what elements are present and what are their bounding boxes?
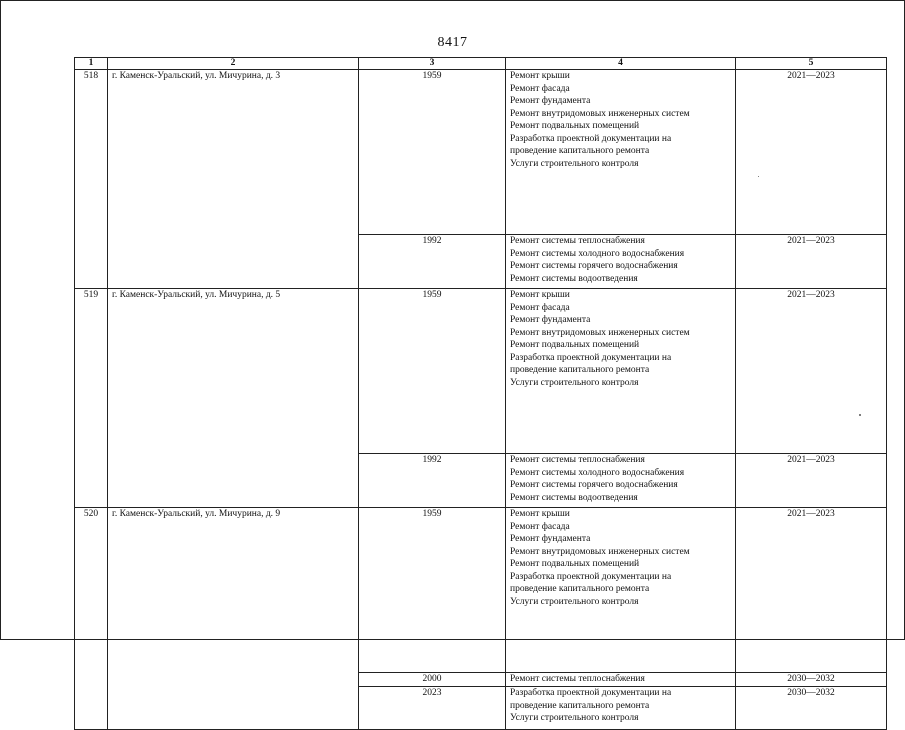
entry-number: 518 (75, 70, 108, 289)
work-item: Ремонт фундамента (510, 96, 591, 106)
capital-repair-table (74, 57, 887, 730)
work-item: Ремонт внутридомовых инженерных систем (510, 327, 690, 338)
work-item: Ремонт внутридомовых инженерных систем (510, 108, 690, 119)
work-item: Услуги строительного контроля (510, 596, 639, 607)
column-header-4: 4 (506, 58, 736, 70)
work-item: Ремонт подвальных помещений (510, 559, 640, 569)
work-item: Ремонт системы горячего водоснабжения (510, 261, 678, 271)
work-item: Разработка проектной документации на (510, 688, 672, 698)
work-item: Ремонт системы водоотведения (510, 273, 638, 284)
work-item: Ремонт системы теплоснабжения (510, 674, 645, 684)
column-header-1: 1 (75, 58, 108, 70)
works-list (506, 235, 736, 289)
work-item: Разработка проектной документации на (510, 352, 672, 363)
work-item: Ремонт системы водоотведения (510, 492, 638, 503)
works-list (506, 70, 736, 235)
column-header-5: 5 (736, 58, 887, 70)
work-item: Разработка проектной документации на (510, 133, 672, 144)
work-item: Ремонт подвальных помещений (510, 121, 640, 131)
entry-address: г. Каменск-Уральский, ул. Мичурина, д. 3 (108, 70, 359, 289)
entry-number: 519 (75, 289, 108, 508)
work-item: Ремонт системы холодного водоснабжения (510, 248, 685, 259)
column-header-3: 3 (359, 58, 506, 70)
repair-period: 2021—2023 (736, 289, 887, 454)
build-year: 2023 (359, 687, 506, 730)
work-item: Разработка проектной документации на (510, 571, 672, 582)
work-item: Ремонт системы горячего водоснабжения (510, 480, 678, 490)
header-row (75, 58, 887, 70)
scan-dot (859, 414, 861, 416)
entry-address: г. Каменск-Уральский, ул. Мичурина, д. 5 (108, 289, 359, 508)
works-list (506, 289, 736, 454)
table-row (75, 508, 887, 673)
work-item: Услуги строительного контроля (510, 713, 639, 723)
repair-period: 2021—2023 (736, 235, 887, 289)
build-year: 1992 (359, 235, 506, 289)
page-number: 8417 (437, 35, 468, 50)
work-item: Ремонт системы холодного водоснабжения (510, 467, 685, 478)
repair-period: 2030—2032 (736, 673, 887, 687)
works-list (506, 508, 736, 673)
scan-dot (758, 176, 759, 177)
work-item: Ремонт внутридомовых инженерных систем (510, 546, 690, 557)
works-list (506, 673, 736, 687)
work-item: Ремонт крыши (510, 290, 570, 300)
build-year: 2000 (359, 673, 506, 687)
repair-period: 2021—2023 (736, 454, 887, 508)
work-item: Ремонт системы теплоснабжения (510, 236, 645, 246)
work-item: Ремонт крыши (510, 509, 570, 519)
work-item: Ремонт подвальных помещений (510, 340, 640, 350)
work-item: Ремонт фасада (510, 83, 570, 94)
entry-number: 520 (75, 508, 108, 730)
work-item: проведение капитального ремонта (510, 700, 650, 711)
work-item: Ремонт системы теплоснабжения (510, 455, 645, 465)
work-item: Ремонт фасада (510, 302, 570, 313)
table-row (75, 70, 887, 235)
build-year: 1959 (359, 508, 506, 673)
table-row (75, 289, 887, 454)
works-list (506, 687, 736, 730)
build-year: 1992 (359, 454, 506, 508)
repair-period: 2030—2032 (736, 687, 887, 730)
build-year: 1959 (359, 289, 506, 454)
work-item: Ремонт фундамента (510, 534, 591, 544)
entry-address: г. Каменск-Уральский, ул. Мичурина, д. 9 (108, 508, 359, 730)
work-item: Услуги строительного контроля (510, 158, 639, 169)
work-item: Ремонт фасада (510, 521, 570, 532)
work-item: проведение капитального ремонта (510, 146, 650, 156)
table-body (75, 70, 887, 730)
work-item: Услуги строительного контроля (510, 377, 639, 388)
works-list (506, 454, 736, 508)
column-header-2: 2 (108, 58, 359, 70)
work-item: проведение капитального ремонта (510, 365, 650, 375)
work-item: проведение капитального ремонта (510, 584, 650, 594)
work-item: Ремонт крыши (510, 71, 570, 81)
build-year: 1959 (359, 70, 506, 235)
repair-period: 2021—2023 (736, 70, 887, 235)
work-item: Ремонт фундамента (510, 315, 591, 325)
repair-period: 2021—2023 (736, 508, 887, 673)
